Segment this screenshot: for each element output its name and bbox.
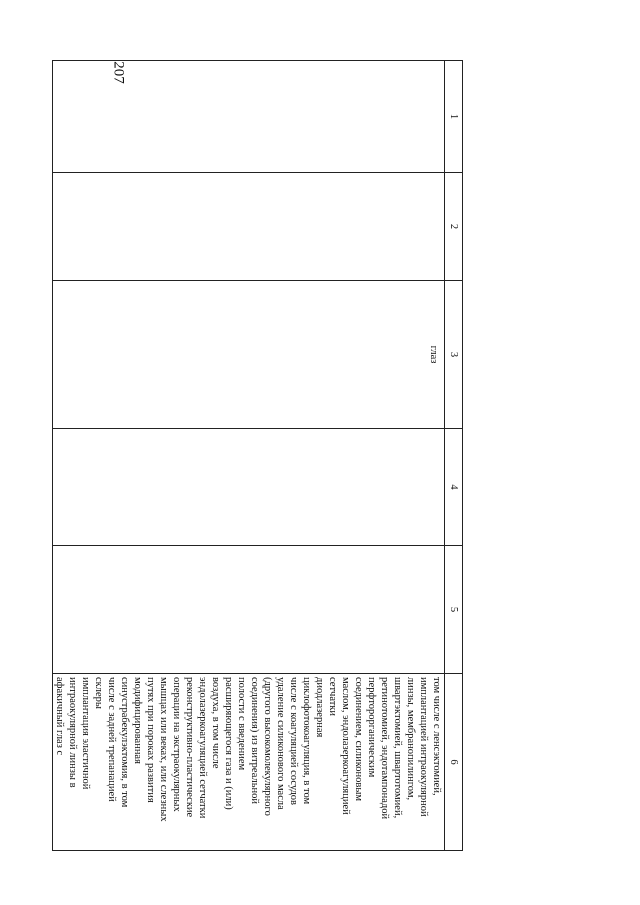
text-line: имплантация эластичной (80, 677, 91, 790)
text-line: полости с введением (236, 677, 247, 771)
text-line: путях при пороках развития (145, 677, 156, 803)
header-row (445, 61, 463, 851)
cell-col6 (53, 674, 445, 851)
text-line: ретинотомией, эндотампонадой (379, 677, 390, 820)
text-line: мышцах или веках, или слезных (158, 677, 169, 822)
rotated-table-container (54, 60, 463, 850)
cell-col1 (53, 61, 445, 173)
column-header-2: 2 (445, 173, 463, 281)
text-line: интраокулярной линзы в (67, 677, 78, 788)
table-row (53, 61, 445, 851)
text-line: линзы, мембранопилингом, (405, 677, 416, 801)
column-header-6: 6 (445, 674, 463, 851)
text-line: воздуха, в том числе (210, 677, 221, 769)
procedures-table (52, 60, 463, 851)
text-line: маслом, эндолазеркоагуляцией (340, 677, 351, 815)
text-line: сетчатки (327, 677, 338, 717)
cell-col2 (53, 173, 445, 281)
text-line: эндолазеркоагуляцией сетчатки (197, 677, 208, 819)
cell-col3 (53, 281, 445, 429)
text-line: (другого высокомолекулярного (262, 677, 273, 816)
text-line: удаление силиконового масла (275, 677, 286, 810)
column-header-3: 3 (445, 281, 463, 429)
column-header-4: 4 (445, 429, 463, 546)
text-line: швартэктомией, швартотомией, (392, 677, 403, 819)
cell-col6-text (53, 674, 444, 850)
cell-col5 (53, 546, 445, 674)
text-line: синустрабекулэктомия, в том (119, 677, 130, 808)
text-line: имплантацией интраокулярной (418, 677, 429, 817)
text-line: числе с задней трепанацией (106, 677, 117, 802)
text-line: модифицированная (132, 677, 143, 764)
text-line: перфторорганическим (366, 677, 377, 778)
text-line: операции на экстраокулярных (171, 677, 182, 812)
text-line: числе с коагуляцией сосудов (288, 677, 299, 805)
cell-col3-text: глаз (428, 345, 439, 364)
cell-col4 (53, 429, 445, 546)
text-line: реконструктивно-пластические (184, 677, 195, 818)
text-line: расширяющегося газа и (или) (223, 677, 234, 810)
text-line: соединения) из витреальной (249, 677, 260, 804)
text-line: том числе с ленсэктомией, (431, 677, 442, 796)
page-number: 207 (110, 61, 127, 84)
text-line: циклофотокоагуляция, в том (301, 677, 312, 805)
text-line: соединением, силиконовым (353, 677, 364, 802)
text-line: афакичный глаз с (54, 677, 65, 756)
text-line: диодлазерная (314, 677, 325, 738)
column-header-1: 1 (445, 61, 463, 173)
column-header-5: 5 (445, 546, 463, 674)
text-line: склеры (93, 677, 104, 709)
